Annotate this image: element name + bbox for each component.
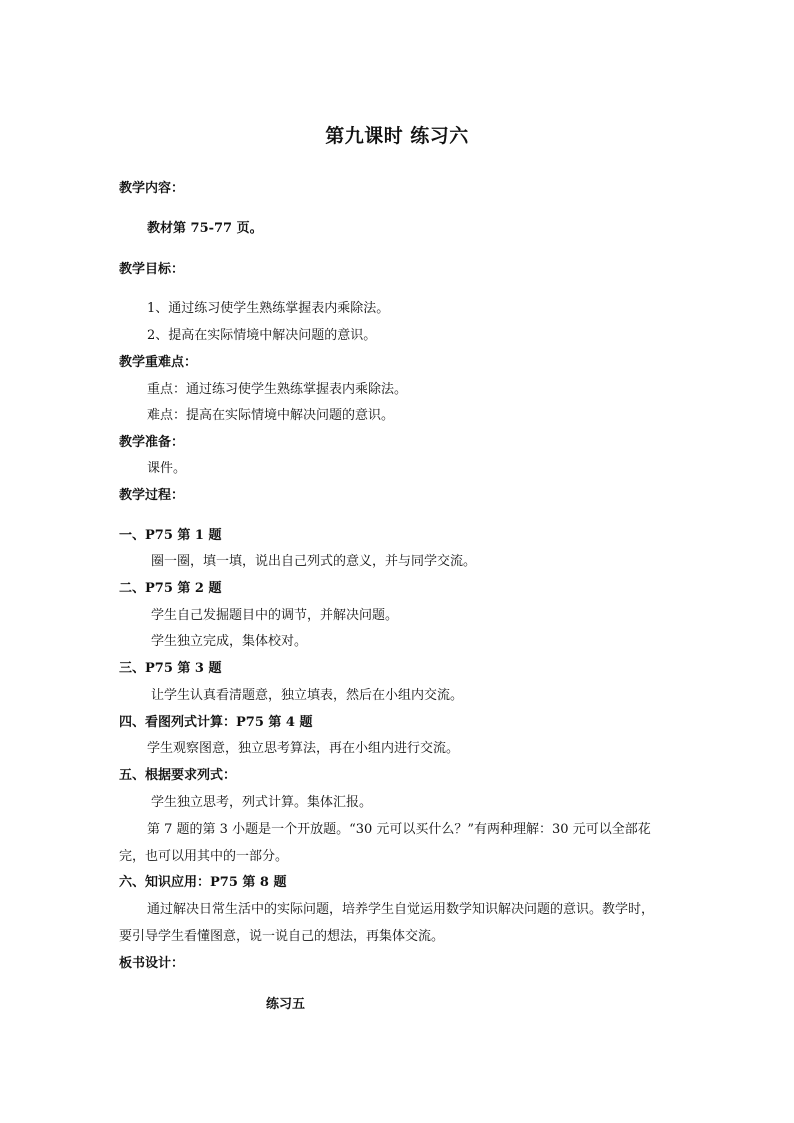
board-heading: 板书设计： [119, 956, 185, 971]
keypoints-heading: 教学重难点： [119, 355, 198, 370]
section-line: 要引导学生看懂图意，说一说自己的想法，再集体交流。 [119, 929, 445, 944]
section-heading: 三、P75 第 3 题 [119, 661, 222, 676]
section-line: 完，也可以用其中的一部分。 [119, 849, 289, 864]
section-heading: 六、知识应用：P75 第 8 题 [119, 875, 287, 890]
section-line: 让学生认真看清题意，独立填表，然后在小组内交流。 [151, 688, 464, 703]
keypoint-item: 难点：提高在实际情境中解决问题的意识。 [147, 408, 395, 423]
prep-text: 课件。 [147, 461, 187, 476]
section-heading: 一、P75 第 1 题 [119, 528, 222, 543]
goal-item: 2、提高在实际情境中解决问题的意识。 [147, 328, 377, 343]
goal-item: 1、通过练习使学生熟练掌握表内乘除法。 [147, 301, 390, 316]
goals-heading: 教学目标： [119, 262, 185, 277]
content-heading: 教学内容： [119, 181, 185, 196]
content-text: 教材第 75-77 页。 [147, 221, 263, 236]
section-line: 第 7 题的第 3 小题是一个开放题。“30 元可以买什么？”有两种理解：30 元可以全部花 [147, 822, 651, 837]
section-heading: 五、根据要求列式： [119, 768, 237, 783]
section-line: 学生独立思考，列式计算。集体汇报。 [151, 795, 373, 810]
page-title: 第九课时 练习六 [325, 125, 469, 147]
prep-heading: 教学准备： [119, 435, 185, 450]
section-line: 学生独立完成，集体校对。 [151, 634, 308, 649]
board-title: 练习五 [266, 997, 306, 1012]
section-line: 圈一圈，填一填，说出自己列式的意义，并与同学交流。 [151, 554, 477, 569]
section-line: 通过解决日常生活中的实际问题，培养学生自觉运用数学知识解决问题的意识。教学时， [147, 902, 655, 917]
section-heading: 四、看图列式计算：P75 第 4 题 [119, 715, 313, 730]
section-line: 学生自己发掘题目中的调节，并解决问题。 [151, 608, 399, 623]
section-line: 学生观察图意，独立思考算法，再在小组内进行交流。 [147, 741, 460, 756]
process-heading: 教学过程： [119, 488, 185, 503]
section-heading: 二、P75 第 2 题 [119, 581, 222, 596]
keypoint-item: 重点：通过练习使学生熟练掌握表内乘除法。 [147, 382, 408, 397]
